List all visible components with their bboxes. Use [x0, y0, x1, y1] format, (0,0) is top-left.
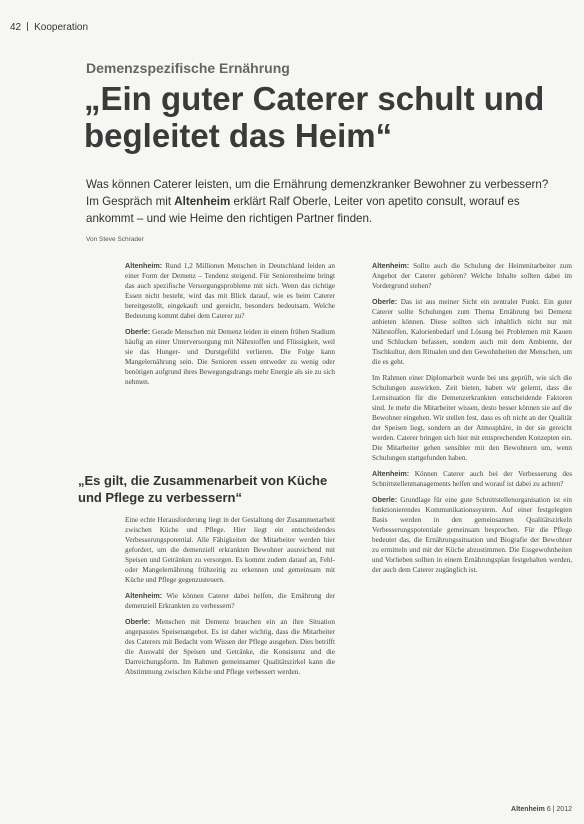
paragraph-text: Gerade Menschen mit Demenz leiden in einem frühen Stadium häufig an einer Unterversorgung mit Nährstoffen und Flüssigkeit, weil sie das Hunger- und Durstgefühl verlieren. Die Folge kann Mangelernährung sein. Die Senioren essen entweder zu wenig oder benötigen aufgrund ihres Bewegungsdrangs mehr Energie als sie zu sich nehmen.: [125, 328, 335, 386]
magazine-name: Altenheim: [511, 806, 545, 813]
lead-text-1: Was können Caterer leisten, um die Ernährung demenzkranker Bewohner zu verbessern? Im Gespräch mit: [86, 178, 549, 208]
article-kicker: Demenzspezifische Ernährung: [86, 60, 290, 76]
paragraph: [372, 261, 572, 291]
page-number: 42: [10, 22, 22, 33]
paragraph-text: Rund 1,2 Millionen Menschen in Deutschland leiden an einer Form der Demenz – Tendenz steigend. Für Seniorenheime bringt das auch spezifische Versorgungsprobleme mit sich. Wenn das richtige Essen nicht besteht, wird das mit Blick darauf, wie es beim Caterer bereitgestellt, eingekauft und gereicht, besonders bedeutsam. Welche Bedeutung kommt dabei dem Caterer zu?: [125, 262, 335, 320]
paragraph: [125, 591, 335, 611]
speaker-label: Oberle:: [125, 617, 151, 626]
pull-quote-subhead: „Es gilt, die Zusammenarbeit von Küche und Pflege zu verbessern“: [78, 473, 328, 505]
paragraph: [125, 327, 335, 387]
paragraph-text: Grundlage für eine gute Schnittstellenorganisation ist ein funktionierendes Kommunikationssystem. Auf einer festgelegten Basis werden in den gemeinsamen Qualitätszirkeln Verbesserungspotentiale gemeinsam besprochen. Für die Pflege bedeutet das, die Ernährungssituation und Biografie der Bewohner zu ermitteln und mit der Küche abzustimmen. Die Essgewohnheiten und Vorlieben sollten in einem Ernährungsplan festgehalten werden, der auch dem Caterer zugänglich ist.: [372, 496, 572, 574]
page-footer: [511, 806, 572, 813]
paragraph-text: Menschen mit Demenz brauchen ein an ihre Situation angepasstes Speisenangebot. Es ist daher wichtig, dass die Mitarbeiter des Caterers mit Bedacht vom Wissen der Pflege ausgehen. Dies betrifft die Auswahl der Speisen und Getränke, die Konsistenz und die Darreichungsform. Im Rahmen gemeinsamer Qualitätszirkel kann die Abstimmung zwischen Küche und Pflege verbessert werden.: [125, 618, 335, 676]
speaker-label: Altenheim:: [372, 261, 410, 270]
paragraph: [125, 617, 335, 677]
column-1-top: [125, 261, 335, 461]
speaker-label: Altenheim:: [372, 469, 410, 478]
page-header: [10, 22, 88, 33]
article-title: „Ein guter Caterer schult und begleitet das Heim“: [84, 80, 545, 154]
article-lead: [86, 176, 556, 227]
speaker-label: Altenheim:: [125, 591, 163, 600]
speaker-label: Oberle:: [125, 327, 151, 336]
lead-magazine-name: Altenheim: [174, 195, 231, 208]
column-1-bottom: [125, 515, 335, 805]
paragraph-text: Wie können Caterer dabei helfen, die Ernährung der demenziell Erkrankten zu verbessern?: [125, 592, 335, 610]
paragraph-text: Das ist aus meiner Sicht ein zentraler Punkt. Ein guter Caterer sollte Schulungen zum Thema Ernährung bei Demenz anbieten können. Diese sollten sich inhaltlich nicht nur mit Nährstoffen, Kalorienbedarf und Lösung bei Problemen mit Kauen und Schlucken befassen, sondern auch mit dem Ambiente, der Tischkultur, dem Ritualen und den Gewohnheiten der Menschen, um die es geht.: [372, 298, 572, 366]
header-divider: [27, 22, 28, 31]
speaker-label: Altenheim:: [125, 261, 163, 270]
section-name: Kooperation: [34, 22, 89, 33]
speaker-label: Oberle:: [372, 495, 398, 504]
paragraph-text: Sollte auch die Schulung der Heimmitarbeiter zum Angebot der Caterer gehören? Welche Inhalte sollten dabei im Vordergrund stehen?: [372, 262, 572, 290]
paragraph: [372, 469, 572, 489]
paragraph: [125, 261, 335, 321]
paragraph: [125, 515, 335, 585]
paragraph-text: Eine echte Herausforderung liegt in der Gestaltung der Zusammenarbeit zwischen Küche und Pflege. Hier liegt ein entscheidendes Verbesserungspotential. Alle Fähigkeiten der Mitarbeiter werden hier gefordert, um die demenziell erkrankten Bewohner ausreichend mit Speisen und Getränken zu versorgen. Es kommt zudem darauf an, Fehl- oder Mangelernährung frühzeitig zu erkennen und gemeinsam mit Küche und Pflege gegenzusteuern.: [125, 516, 335, 584]
column-2: [372, 261, 572, 806]
paragraph: [372, 495, 572, 575]
article-author: Von Steve Schrader: [86, 236, 144, 243]
paragraph-text: Im Rahmen einer Diplomarbeit wurde bei uns geprüft, wie sich die Schulungen auswirken. Zeit bieten, haben wir gelernt, dass die Lernsituation für die Demenzerkrankten entscheidende Faktoren sind. Je mehr die Mitarbeiter wissen, desto besser können sie auf die Bewohner eingehen. Wir stellen fest, dass es oft nicht an der Qualität der Speisen liegt, sondern an der Atmosphäre, in der sie gereicht werden. Caterer bringen sich hier mit entsprechenden Konzepten ein. Die Mitarbeiter gehen sensibler mit den Bewohnern um, wenn Schulungen stattgefunden haben.: [372, 374, 572, 462]
paragraph: [372, 373, 572, 463]
paragraph: [372, 297, 572, 367]
paragraph-text: Können Caterer auch bei der Verbesserung des Schnittstellenmanagements helfen und worauf ist dabei zu achten?: [372, 470, 572, 488]
issue-number: 6 | 2012: [546, 806, 572, 813]
speaker-label: Oberle:: [372, 297, 398, 306]
lead-text-2: erklärt Ralf Oberle, Leiter von apetito consult, worauf es ankommt – und wie Heime den richtigen Partner finden.: [86, 195, 520, 225]
